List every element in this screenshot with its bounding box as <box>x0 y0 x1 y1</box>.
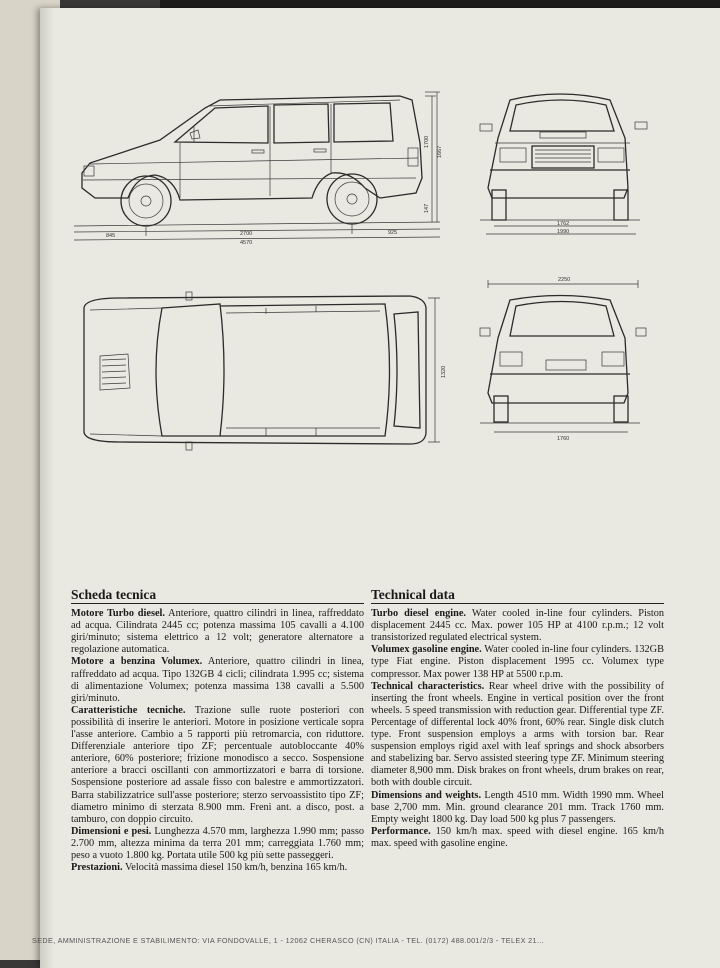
spec-text: 150 km/h max. speed with diesel engine. 165 km/h max. speed with gasoline engine. <box>371 825 664 849</box>
spec-paragraph <box>71 656 364 704</box>
dim-length: 4570 <box>240 240 253 246</box>
technical-drawings <box>40 8 720 578</box>
spec-paragraph <box>71 705 364 826</box>
spec-text: Trazione sulle ruote posteriori con possibilità di inserire le anteriori. Motore in posizione verticale sopra l'asse anteriore. Cambio a 5 rapporti più retromarcia, con riduttore. Differenziale anteriore tipo ZF; percentuale autobloccante 40% anteriore, 60% posteriore; frizione monodisco a secco. Sospensione anteriore a bracci oscillanti con ammortizzatori e barra di torsione. Sospensione posteriore ad assale fisso con balestre e ammortizzatori. Barra stabilizzatrice sull'asse posteriore; sterzo servoassistito tipo ZF; diametro minimo di sterzata 8.900 mm. Freni ant. a disco, post. a tamburo, con doppio circuito. <box>71 704 364 825</box>
spec-label: Motore a benzina Volumex. <box>71 656 203 668</box>
spec-paragraph <box>71 608 364 656</box>
rear-view-drawing <box>480 277 646 442</box>
dim-top-width: 1320 <box>441 365 447 378</box>
spec-label: Technical characteristics. <box>371 680 485 692</box>
spec-text: Lunghezza 4.570 mm, larghezza 1.990 mm; passo 2.700 mm, altezza minima da terra 201 mm; carreggiata 1.760 mm; peso a vuoto 1.800 kg. Portata utile 500 kg più sette passeggeri. <box>71 825 364 861</box>
dim-front-overhang: 845 <box>106 233 116 239</box>
company-address-footer: SEDE, AMMINISTRAZIONE E STABILIMENTO: VIA FONDOVALLE, 1 - 12062 CHERASCO (CN) ITALIA - TEL. (0172) 488.001/2/3 - TELEX 21... <box>32 936 545 945</box>
dim-height-b: 1667 <box>437 145 443 158</box>
dim-rear-overhang: 925 <box>388 230 398 236</box>
spec-label: Turbo diesel engine. <box>371 608 466 620</box>
spec-text: Anteriore, quattro cilindri in linea, raffreddato ad acqua. Cilindrata 2445 cc; potenza massima 105 cavalli a 4.100 giri/minuto; sistema elettrico a 12 volt; generatore alternatore a regolazione automatica. <box>71 608 364 656</box>
english-spec-heading: Technical data <box>371 589 664 604</box>
spec-label: Prestazioni. <box>71 862 123 874</box>
front-view-drawing <box>480 94 647 235</box>
spec-text: Water cooled in-line four cylinders. Piston displacement 2445 cc. Max. power 105 HP at 4100 r.p.m.; 12 volt transistorized regulated electrical system. <box>371 608 664 644</box>
side-view-drawing <box>74 92 443 246</box>
spec-text: Water cooled in-line four cylinders. 132GB type Fiat engine. Piston displacement 1995 cc. Volumex type compressor. Max power 138 HP at 5500 r.p.m. <box>371 644 664 680</box>
english-spec-column <box>371 583 664 850</box>
spec-label: Performance. <box>371 825 431 837</box>
spec-label: Caratteristiche tecniche. <box>71 704 186 716</box>
spec-text: Length 4510 mm. Width 1990 mm. Wheel base 2,700 mm. Min. ground clearance 201 mm. Track 1760 mm. Empty weight 1800 kg. Day load 500 kg plus 7 passengers. <box>371 789 664 825</box>
spec-paragraph <box>371 644 664 680</box>
spec-paragraph <box>71 862 364 874</box>
spec-label: Volumex gasoline engine. <box>371 644 482 656</box>
dim-wheelbase: 2700 <box>240 231 253 237</box>
dim-height-a: 1700 <box>424 135 430 148</box>
brochure-page <box>40 8 720 968</box>
spec-paragraph <box>371 790 664 826</box>
dim-front-track: 1762 <box>557 221 570 227</box>
spec-text: Velocità massima diesel 150 km/h, benzina 165 km/h. <box>122 862 348 874</box>
spec-label: Dimensions and weights. <box>371 789 482 801</box>
spec-label: Motore Turbo diesel. <box>71 608 165 620</box>
top-view-drawing <box>84 292 447 450</box>
italian-spec-column <box>71 583 364 874</box>
dim-rear-track: 1760 <box>557 436 570 442</box>
dim-front-width: 1990 <box>557 229 570 235</box>
spec-text: Rear wheel drive with the possibility of inserting the front wheels. Engine in vertical position over the front wheels. 5 speed transmission with reduction gear. Differential type ZF. Percentage of differental lock 40% front, 60% rear. Single disk clutch type. Front suspension employs a arms with torsion bar. Rear suspension employs rigid axel with leaf springs and shock absorbers and stabelizing bar. Servo assisted steering type ZF. Minimum steering diameter 8,900 mm. Disk brakes on front wheels, drum brakes on rear, both with double circuit. <box>371 680 664 789</box>
spec-paragraph <box>371 826 664 850</box>
dim-rear-roof-width: 2250 <box>558 277 571 283</box>
spec-paragraph <box>71 826 364 862</box>
italian-spec-heading: Scheda tecnica <box>71 589 364 604</box>
spec-text: Anteriore, quattro cilindri in linea, raffreddato ad acqua. Tipo 132GB 4 cicli; cilindrata 1.995 cc; sistema di alimentazione Volumex; potenza massima 138 cavalli a 5.500 giri/minuto. <box>71 656 364 704</box>
spec-paragraph <box>371 608 664 644</box>
dim-clearance: 147 <box>424 203 430 213</box>
spec-paragraph <box>371 681 664 790</box>
spec-label: Dimensioni e pesi. <box>71 825 152 837</box>
